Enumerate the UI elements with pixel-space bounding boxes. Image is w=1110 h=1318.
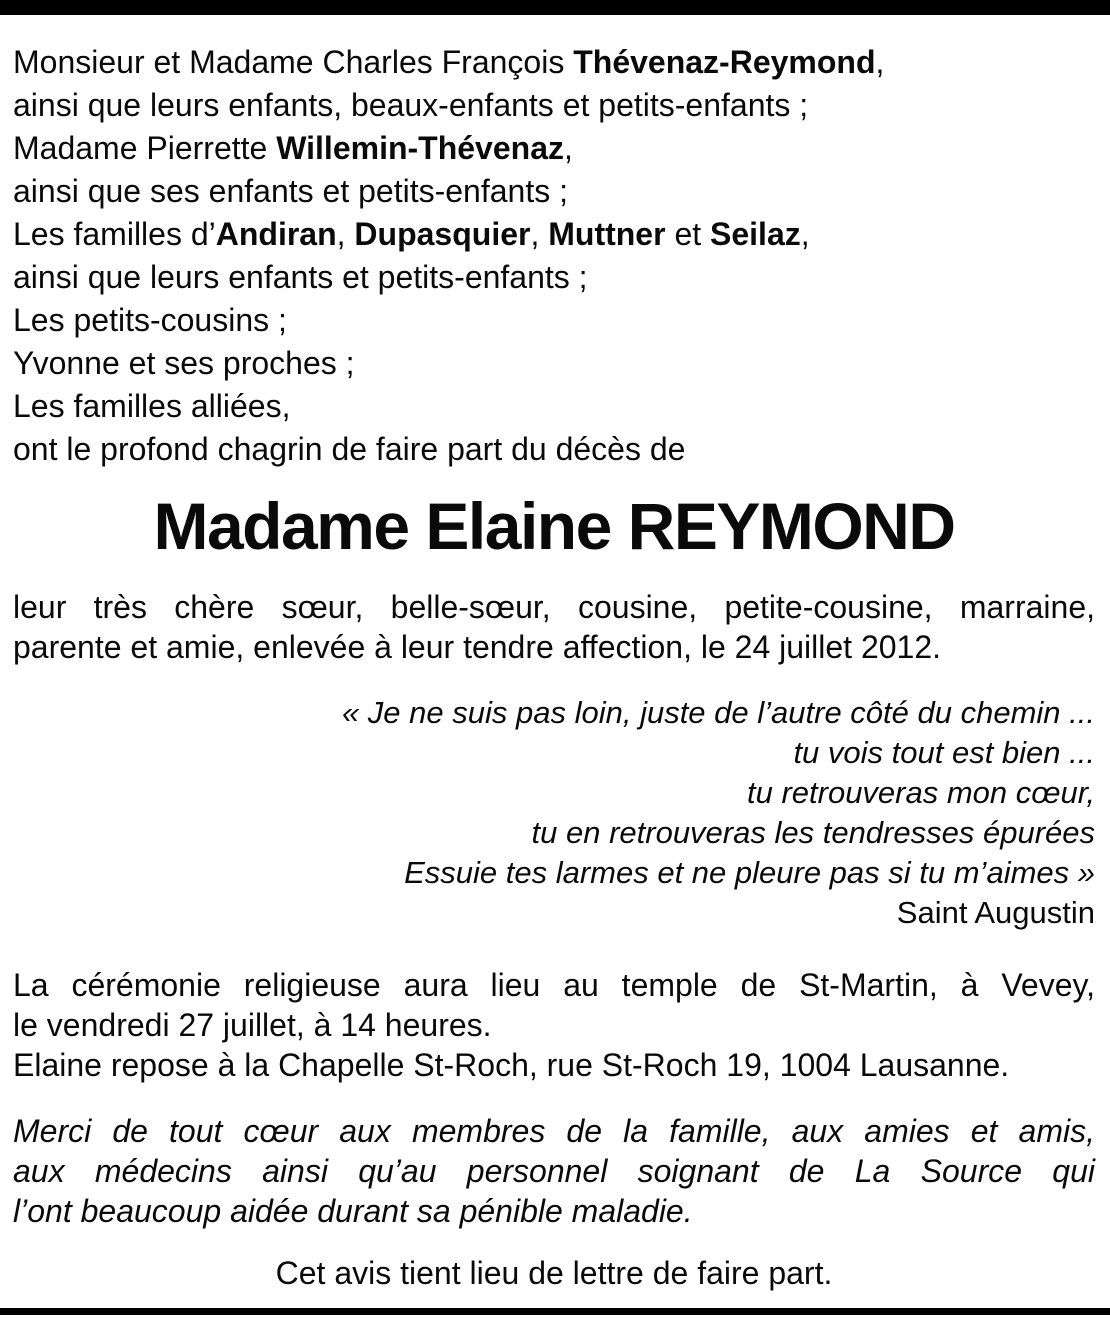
family-line: ainsi que leurs enfants et petits-enfants ; — [13, 259, 588, 295]
family-line: Les familles alliées, — [13, 388, 291, 424]
family-line-text: , — [563, 130, 573, 166]
quote-line: tu vois tout est bien ... — [793, 735, 1095, 770]
ceremony-line: le vendredi 27 juillet, à 14 heures. — [13, 1007, 492, 1043]
family-line: Yvonne et ses proches ; — [13, 345, 355, 381]
family-line: Les petits-cousins ; — [13, 302, 287, 338]
family-line-text: , — [530, 216, 549, 252]
family-line-text: Les familles d’ — [13, 216, 216, 252]
family-line — [13, 127, 1095, 170]
family-name-bold: Andiran — [215, 216, 337, 252]
family-line — [13, 41, 1095, 84]
top-border-rule — [0, 0, 1110, 15]
quote-line: tu retrouveras mon cœur, — [746, 775, 1095, 810]
family-name-bold: Willemin-Thévenaz — [276, 130, 564, 166]
family-name-bold: Seilaz — [710, 216, 801, 252]
thanks-line: Merci de tout cœur aux membres de la famille, aux amies et amis, — [13, 1113, 1095, 1149]
bottom-border-rule — [0, 1308, 1110, 1315]
quote-line: Essuie tes larmes et ne pleure pas si tu m’aimes » — [404, 855, 1095, 890]
thanks-line: aux médecins ainsi qu’au personnel soignant de La Source qui — [13, 1153, 1095, 1189]
quote-line: « Je ne suis pas loin, juste de l’autre côté du chemin ... — [341, 695, 1095, 730]
family-name-bold: Dupasquier — [354, 216, 531, 252]
thanks-paragraph — [13, 1111, 1095, 1231]
ceremony-line: La cérémonie religieuse aura lieu au temple de St-Martin, à Vevey, — [13, 967, 1095, 1003]
memorial-quote — [13, 693, 1095, 933]
family-line-text: , — [875, 44, 885, 80]
thanks-line: l’ont beaucoup aidée durant sa pénible maladie. — [13, 1193, 693, 1229]
ceremony-line: Elaine repose à la Chapelle St-Roch, rue St-Roch 19, 1004 Lausanne. — [13, 1047, 1010, 1083]
family-line-text: Madame Pierrette — [13, 130, 277, 166]
family-line-text: Monsieur et Madame Charles François — [13, 44, 574, 80]
tribute-line: parente et amie, enlevée à leur tendre affection, le 24 juillet 2012. — [13, 629, 942, 665]
tribute-line: leur très chère sœur, belle-sœur, cousine, petite-cousine, marraine, — [13, 589, 1095, 625]
family-list — [13, 41, 1095, 471]
family-line — [13, 213, 1095, 256]
family-line: ainsi que ses enfants et petits-enfants ; — [13, 173, 568, 209]
family-name-bold: Thévenaz-Reymond — [573, 44, 876, 80]
family-name-bold: Muttner — [548, 216, 666, 252]
ceremony-paragraph — [13, 965, 1095, 1085]
family-line-text: , — [336, 216, 355, 252]
deceased-name-title: Madame Elaine REYMOND — [153, 489, 955, 563]
closing-statement: Cet avis tient lieu de lettre de faire part. — [275, 1255, 833, 1291]
family-line: ainsi que leurs enfants, beaux-enfants et petits-enfants ; — [13, 87, 809, 123]
family-line-text: , — [800, 216, 810, 252]
quote-attribution: Saint Augustin — [896, 895, 1095, 930]
tribute-paragraph — [13, 587, 1095, 667]
notice-content — [0, 15, 1110, 1293]
family-line: ont le profond chagrin de faire part du décès de — [13, 431, 686, 467]
family-line-text: et — [665, 216, 711, 252]
quote-line: tu en retrouveras les tendresses épurées — [531, 815, 1095, 850]
